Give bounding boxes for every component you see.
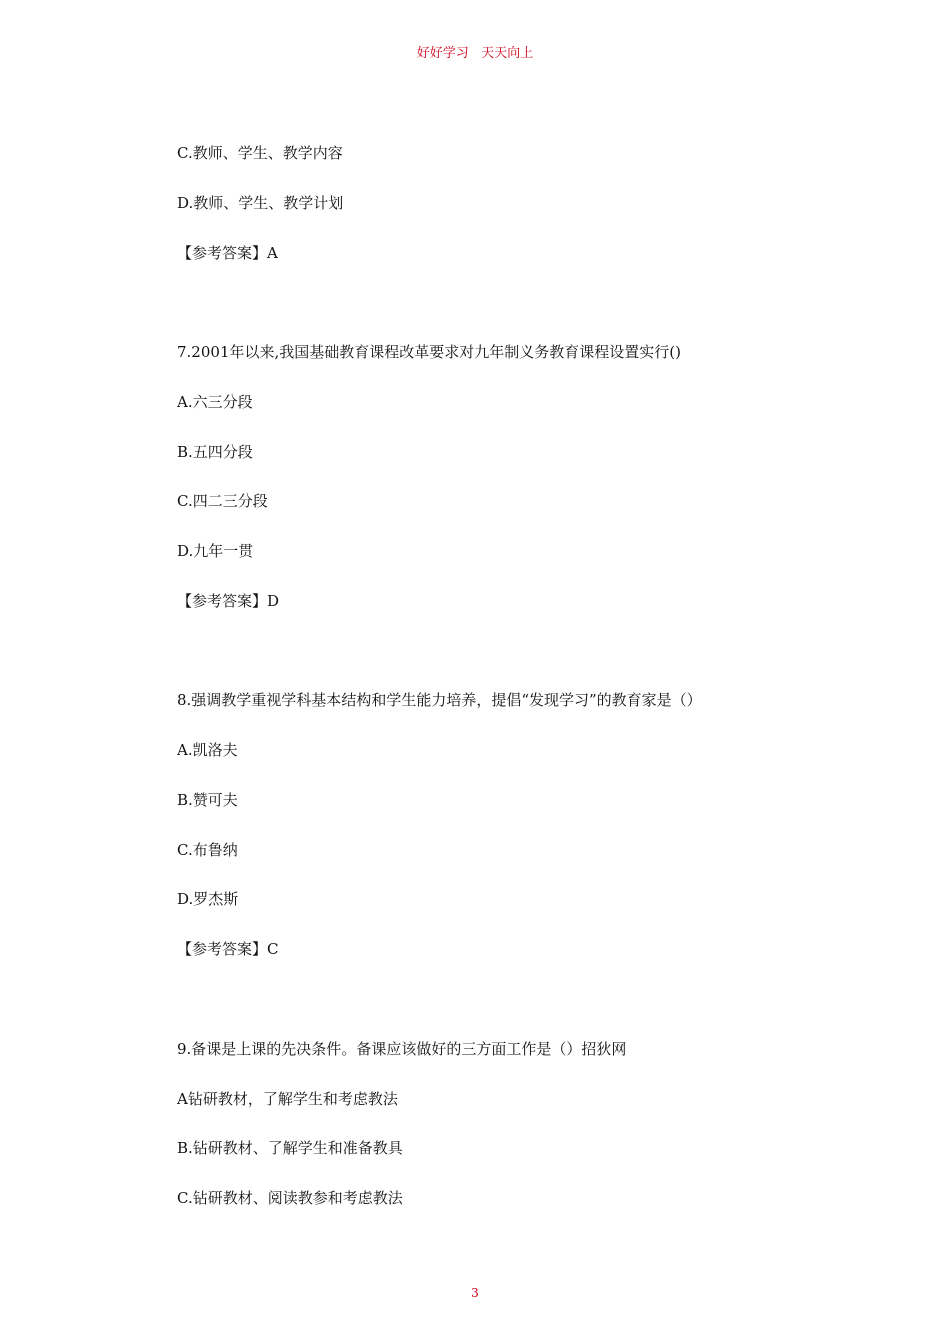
option-c: C.布鲁纳 <box>177 841 238 859</box>
question-7: 7.2001年以来,我国基础教育课程改革要求对九年制义务教育课程设置实行() <box>177 343 681 361</box>
option-b: B.钻研教材、了解学生和准备教具 <box>177 1139 403 1157</box>
option-c: C.钻研教材、阅读教参和考虑教法 <box>177 1189 403 1207</box>
option-d: D.教师、学生、教学计划 <box>177 194 344 212</box>
option-d: D.罗杰斯 <box>177 890 239 908</box>
page-header: 好好学习 天天向上 <box>416 46 534 61</box>
reference-answer: 【参考答案】D <box>177 592 280 610</box>
option-c: C.教师、学生、教学内容 <box>177 144 343 162</box>
question-8: 8.强调教学重视学科基本结构和学生能力培养，提倡“发现学习”的教育家是（） <box>177 691 702 709</box>
option-a: A钻研教材，了解学生和考虑教法 <box>177 1090 398 1108</box>
option-b: B.五四分段 <box>177 443 253 461</box>
option-b: B.赞可夫 <box>177 791 238 809</box>
reference-answer: 【参考答案】A <box>177 244 278 262</box>
option-a: A.凯洛夫 <box>177 741 238 759</box>
option-c: C.四二三分段 <box>177 492 268 510</box>
option-a: A.六三分段 <box>177 393 253 411</box>
page-number: 3 <box>471 1286 479 1300</box>
reference-answer: 【参考答案】C <box>177 940 279 958</box>
option-d: D.九年一贯 <box>177 542 254 560</box>
question-9: 9.备课是上课的先决条件。备课应该做好的三方面工作是（）招狄网 <box>177 1040 627 1058</box>
